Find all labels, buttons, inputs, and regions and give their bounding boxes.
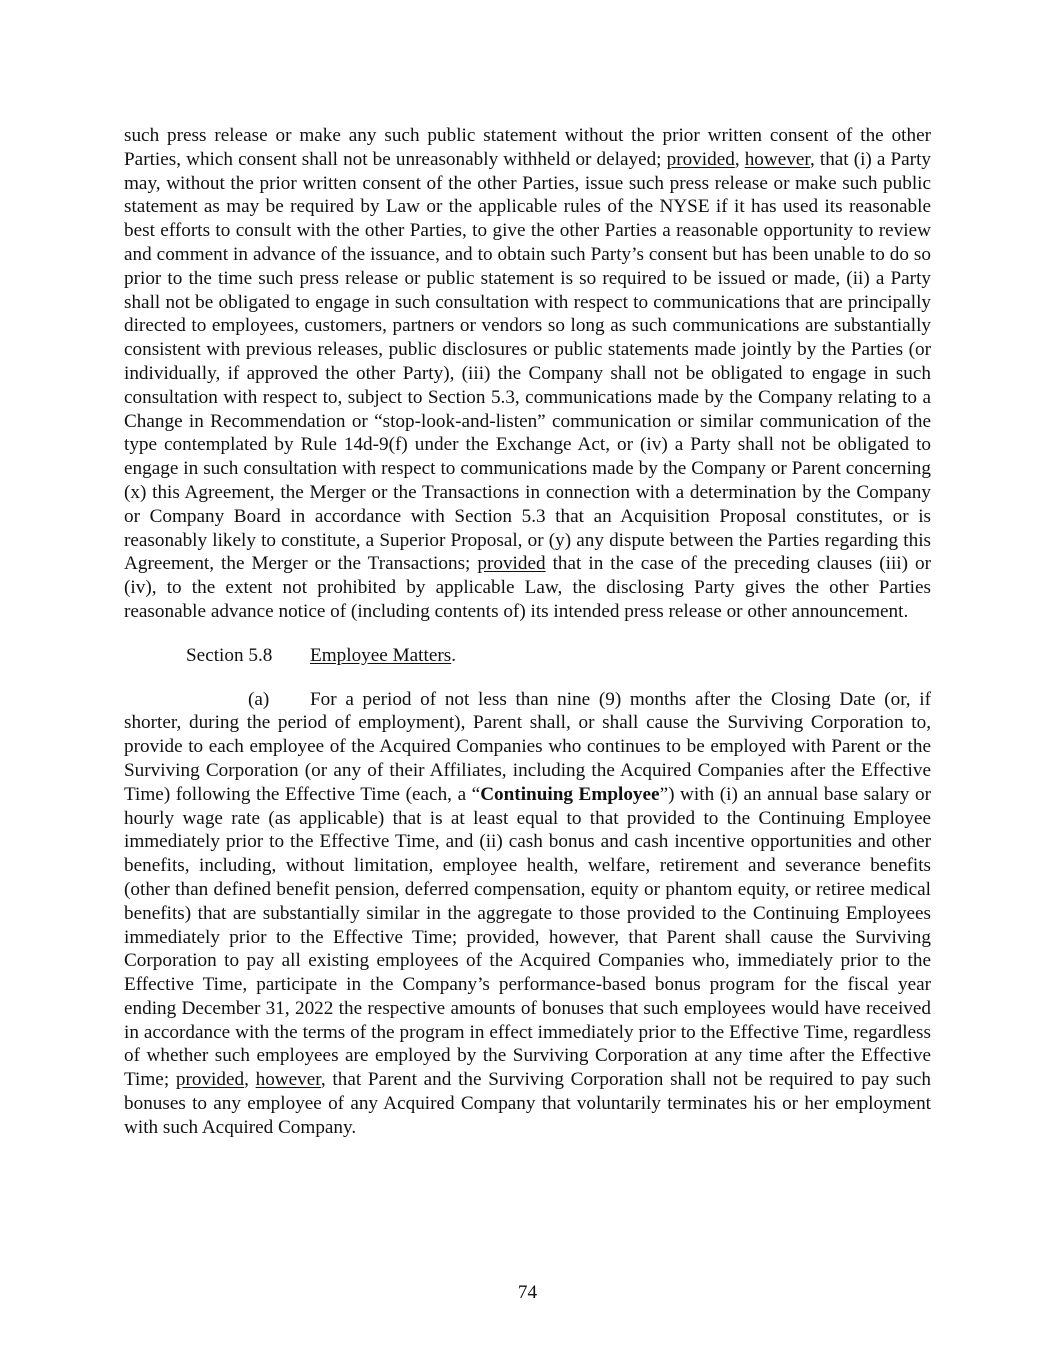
underlined-term-provided: provided [175, 1069, 245, 1091]
paragraph-press-release [124, 124, 931, 624]
section-title-period: . [451, 644, 456, 666]
section-title: Employee Matters [310, 644, 452, 666]
paragraph-text: , that Parent and the Surviving Corporation shall not be required to pay such bonuses to any employee of any Acquired Company that voluntarily terminates his or her employment with such Acquired Company. [124, 1069, 931, 1138]
paragraph-employee-matters-a [124, 688, 931, 1140]
underlined-term-however: however [255, 1069, 321, 1091]
page-number: 74 [517, 1282, 538, 1303]
paragraph-text: such press release or make any such public statement without the prior written consent of the other Parties, which consent shall not be unreasonably withheld or delayed; [124, 125, 931, 170]
section-heading [186, 644, 931, 668]
paragraph-text: that in the case of the preceding clauses (iii) or (iv), to the extent not prohibited by applicable Law, the disclosing Party gives the other Parties reasonable advance notice of (including contents of) its intended press release or other announcement. [124, 553, 931, 622]
paragraph-text: ”) with (i) an annual base salary or hourly wage rate (as applicable) that is at least equal to that provided to the Continuing Employee immediately prior to the Effective Time, and (ii) cash bonus and cash incentive opportunities and other benefits, including, without limitation, employee health, welfare, retirement and severance benefits (other than defined benefit pension, deferred compensation, equity or phantom equity, or retiree medical benefits) that are substantially similar in the aggregate to those provided to the Continuing Employees immediately prior to the Effective Time; provided, however, that Parent shall cause the Surviving Corporation to pay all existing employees of the Acquired Companies who, immediately prior to the Effective Time, participate in the Company’s performance-based bonus program for the fiscal year ending December 31, 2022 the respective amounts of bonuses that such employees would have received in accordance with the terms of the program in effect immediately prior to the Effective Time, regardless of whether such employees are employed by the Surviving Corporation at any time after the Effective Time; [124, 783, 931, 1091]
paragraph-text: , [734, 148, 745, 170]
paragraph-text: For a period of not less than nine (9) months after the Closing Date (or, if shorter, during the period of employment), Parent shall, or shall cause the Surviving Corporation to, provide to each employee of the Acquired Companies who continues to be employed with Parent or the Surviving Corporation (or any of their Affiliates, including the Acquired Companies after the Effective Time) following the Effective Time (each, a “ [124, 688, 931, 805]
clause-label: (a) [248, 688, 270, 710]
underlined-term-provided: provided [666, 148, 735, 170]
paragraph-text: , that (i) a Party may, without the prior written consent of the other Parties, issue such press release or make such public statement as may be required by Law or the applicable rules of the NYSE if it has used its reasonable best efforts to consult with the other Parties, to give the other Parties a reasonable opportunity to review and comment in advance of the issuance, and to obtain such Party’s consent but has been unable to do so prior to the time such press release or public statement is so required to be issued or made, (ii) a Party shall not be obligated to engage in such consultation with respect to communications that are principally directed to employees, customers, partners or vendors so long as such communications are substantially consistent with previous releases, public disclosures or public statements made jointly by the Parties (or individually, if approved the other Party), (iii) the Company shall not be obligated to engage in such consultation with respect to, subject to Section 5.3, communications made by the Company relating to a Change in Recommendation or “stop-look-and-listen” communication or similar communication of the type contemplated by Rule 14d-9(f) under the Exchange Act, or (iv) a Party shall not be obligated to engage in such consultation with respect to communications made by the Company or Parent concerning (x) this Agreement, the Merger or the Transactions in connection with a determination by the Company or Company Board in accordance with Section 5.3 that an Acquisition Proposal constitutes, or is reasonably likely to constitute, a Superior Proposal, or (y) any dispute between the Parties regarding this Agreement, the Merger or the Transactions; [124, 148, 931, 575]
underlined-term-however: however [744, 148, 810, 170]
paragraph-text: , [244, 1069, 256, 1091]
document-page [124, 124, 931, 1140]
defined-term: Continuing Employee [480, 783, 660, 805]
section-number: Section 5.8 [186, 644, 273, 666]
underlined-term-provided: provided [477, 553, 546, 575]
